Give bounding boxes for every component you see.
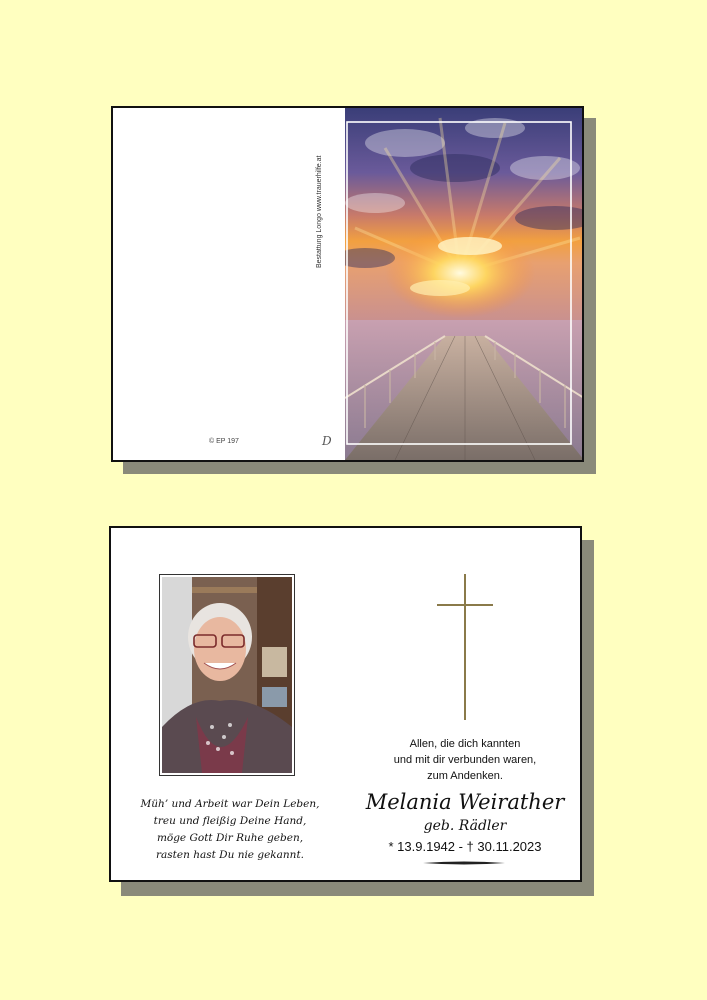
- publisher-logo: D: [322, 434, 332, 448]
- deceased-name: Melania Weirather: [365, 790, 565, 814]
- verse-line: Müh’ und Arbeit war Dein Leben,: [140, 798, 320, 810]
- ornament-divider: [423, 860, 505, 866]
- dedication-text: [356, 736, 574, 784]
- verse-line: möge Gott Dir Ruhe geben,: [156, 832, 304, 844]
- product-code: © EP 197: [209, 438, 239, 445]
- memorial-verse: [125, 796, 335, 864]
- dedication-line: zum Andenken.: [427, 770, 503, 782]
- dedication-line: und mit dir verbunden waren,: [393, 754, 537, 766]
- cross-icon: [437, 574, 493, 720]
- sunset-pier-image: [345, 108, 584, 460]
- dedication-line: Allen, die dich kannten: [409, 738, 521, 750]
- card-front: [111, 106, 584, 462]
- verse-line: treu und fleißig Deine Hand,: [153, 815, 307, 827]
- publisher-imprint: [316, 128, 330, 268]
- publisher-text: Bestattung Longo www.trauerhilfe.at: [316, 155, 323, 268]
- card-inside: [109, 526, 582, 882]
- maiden-name: geb. Rädler: [423, 818, 507, 834]
- verse-line: rasten hast Du nie gekannt.: [156, 849, 304, 861]
- life-dates: * 13.9.1942 - † 30.11.2023: [388, 839, 542, 854]
- portrait-photo: [159, 574, 295, 776]
